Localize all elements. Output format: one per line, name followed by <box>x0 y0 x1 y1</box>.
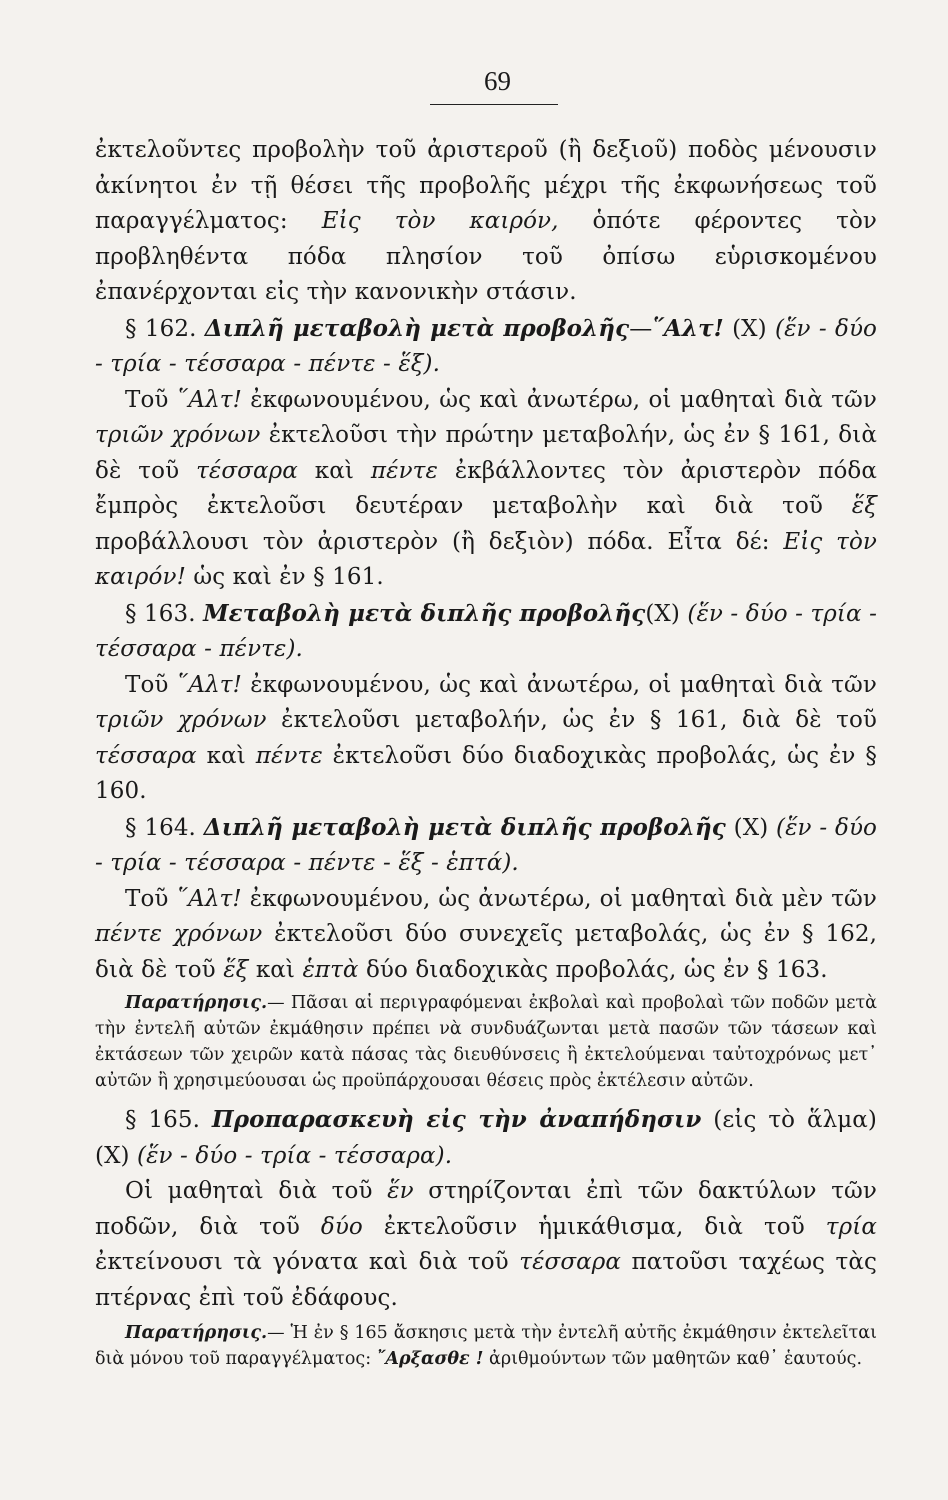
note-label: Παρατήρησις. <box>125 1323 268 1343</box>
text-run: ὡς καὶ ἐν § 161. <box>185 564 384 590</box>
x-mark: (X) <box>95 1142 130 1169</box>
page-body <box>95 133 877 1380</box>
counts: (ἕν - δύο - τρία - τέσσαρα - πέντε - ἕξ). <box>95 315 877 377</box>
text-run: ἐκβάλλοντες τὸν ἀριστερὸν πόδα ἔμπρὸς ἐκτελοῦσι δευτέραν μεταβολὴν καὶ διὰ τοῦ <box>95 457 877 519</box>
command: ῞Αλτ! <box>652 314 724 342</box>
command-italic: Εἰς τὸν καιρόν! <box>95 528 877 590</box>
text-run: Τοῦ <box>125 386 177 413</box>
command-italic: ῞Αλτ! <box>176 885 242 912</box>
note-observation-1 <box>95 990 877 1094</box>
note-text: ἀριθμούντων τῶν μαθητῶν καθ᾽ ἑαυτούς. <box>483 1349 863 1369</box>
text-run: πατοῦσι ταχέως τὰς πτέρνας ἐπὶ τοῦ ἐδάφους. <box>95 1249 877 1311</box>
count-italic: τριῶν χρόνων <box>95 422 261 448</box>
section-163-heading <box>95 596 877 668</box>
paragraph-continuation <box>95 133 877 311</box>
section-162-heading <box>95 311 877 383</box>
section-164-heading <box>95 810 877 882</box>
count-italic: δύο <box>320 1213 363 1240</box>
page-number: 69 <box>484 66 511 96</box>
paren-note: (εἰς τὸ ἅλμα) <box>713 1107 877 1133</box>
dash: — <box>629 315 653 342</box>
text-run: στηρίζονται ἐπὶ τῶν δακτύλων τῶν ποδῶν, διὰ τοῦ <box>95 1178 877 1240</box>
count-italic: τέσσαρα <box>95 742 197 769</box>
count-italic: ἑπτὰ <box>302 956 359 983</box>
note-label: Παρατήρησις. <box>125 993 268 1013</box>
header-rule <box>430 104 558 105</box>
counts: (ἕν - δύο - τρία - τέσσαρα - πέντε - ἕξ - ἑπτά). <box>95 814 877 876</box>
note-text: — Ἡ ἐν § 165 ἄσκησις μετὰ τὴν ἐντελῆ αὐτῆς ἐκμάθησιν ἐκτελεῖται διὰ μόνου τοῦ παραγγέλματος: <box>95 1323 877 1369</box>
text-run: ἐκτελοῦντες προβολὴν τοῦ ἀριστεροῦ (ἢ δεξιοῦ) ποδὸς μένουσιν ἀκίνητοι ἐν τῇ θέσει τῆς προβολῆς μέχρι τῆς ἐκφωνήσεως τοῦ παραγγέλματος: <box>95 137 877 234</box>
section-title: Διπλῆ μεταβολὴ μετὰ προβολῆς <box>204 314 630 342</box>
note-text: — Πᾶσαι αἱ περιγραφόμεναι ἐκβολαὶ καὶ προβολαὶ τῶν ποδῶν μετὰ τὴν ἐντελῆ αὐτῶν ἐκμάθησιν πρέπει νὰ συνδυάζωνται μετὰ πασῶν τῶν τάσεων καὶ ἐκτάσεων τῶν χειρῶν κατὰ πάσας τὰς διευθύνσεις ἢ ἐκτελούμεναι ταὐτοχρόνως μετ᾽ αὐτῶν ἢ χρησιμεύουσαι ὡς προϋπάρχουσαι θέσεις πρὸς ἐκτέλεσιν αὐτῶν. <box>95 993 877 1091</box>
section-165-body <box>95 1174 877 1316</box>
text-run: ἐκτελοῦσι δύο διαδοχικὰς προβολάς, ὡς ἐν § 160. <box>95 742 877 804</box>
command-italic: ῞Αλτ! <box>176 671 242 698</box>
text-run: ἐκφωνουμένου, ὡς καὶ ἀνωτέρω, οἱ μαθηταὶ διὰ τῶν <box>241 386 877 413</box>
text-run: ἐκτελοῦσιν ἡμικάθισμα, διὰ τοῦ <box>362 1213 826 1240</box>
count-italic: τέσσαρα <box>196 457 298 484</box>
count-italic: ἕξ <box>851 493 877 519</box>
text-run: Τοῦ <box>125 885 177 912</box>
text-run: ὁπότε φέροντες τὸν προβληθέντα πόδα πλησίον τοῦ ὀπίσω εὑρισκομένου ἐπανέρχονται εἰς τὴν κανονικὴν στάσιν. <box>95 208 877 305</box>
section-164-body <box>95 882 877 989</box>
text-run: ἐκτελοῦσι μεταβολήν, ὡς ἐν § 161, διὰ δὲ τοῦ <box>266 707 877 733</box>
count-italic: πέντε <box>255 742 323 769</box>
count-italic: ἕν <box>387 1178 414 1204</box>
text-run: καὶ <box>248 956 303 983</box>
count-italic: πέντε <box>370 457 438 484</box>
section-number: § 165. <box>125 1107 201 1133</box>
count-italic: πέντε χρόνων <box>95 921 263 947</box>
command: ῎Αρξασθε ! <box>376 1349 484 1369</box>
section-number: § 164. <box>125 814 196 841</box>
section-number: § 162. <box>125 315 197 342</box>
x-mark: (X) <box>732 315 767 342</box>
command-italic: ῞Αλτ! <box>176 386 242 413</box>
x-mark: (X) <box>645 600 680 627</box>
count-italic: ἕξ <box>223 956 249 983</box>
text-run: ἐκτελοῦσι τὴν πρώτην μεταβολήν, ὡς ἐν § 161, διὰ δὲ τοῦ <box>95 422 877 484</box>
count-italic: τρία <box>825 1213 877 1240</box>
text-run: προβάλλουσι τὸν ἀριστερὸν (ἢ δεξιὸν) πόδα. Εἶτα δέ: <box>95 528 784 555</box>
note-observation-2 <box>95 1320 877 1372</box>
section-title: Μεταβολὴ μετὰ διπλῆς προβολῆς <box>203 599 646 627</box>
text-run: ἐκτελοῦσι δύο συνεχεῖς μεταβολάς, ὡς ἐν § 162, διὰ δὲ τοῦ <box>95 921 877 983</box>
count-italic: τέσσαρα <box>519 1249 622 1275</box>
text-run: ἐκφωνουμένου, ὡς ἀνωτέρω, οἱ μαθηταὶ διὰ μὲν τῶν <box>241 885 877 912</box>
text-run: Οἱ μαθηταὶ διὰ τοῦ <box>125 1178 388 1204</box>
command-italic: Εἰς τὸν καιρόν, <box>321 208 559 234</box>
x-mark: (X) <box>733 814 769 841</box>
section-title: Διπλῆ μεταβολὴ μετὰ διπλῆς προβολῆς <box>203 813 726 841</box>
section-165-heading <box>95 1102 877 1174</box>
section-163-body <box>95 668 877 810</box>
section-title: Προπαρασκευὴ εἰς τὴν ἀναπήδησιν <box>211 1106 702 1133</box>
count-italic: τριῶν χρόνων <box>95 707 267 733</box>
text-run: Τοῦ <box>125 671 177 698</box>
section-number: § 163. <box>125 600 196 627</box>
counts: (ἕν - δύο - τρία - τέσσαρα). <box>137 1142 453 1169</box>
text-run: ἐκφωνουμένου, ὡς καὶ ἀνωτέρω, οἱ μαθηταὶ διὰ τῶν <box>241 671 877 698</box>
counts: (ἕν - δύο - τρία - τέσσαρα - πέντε). <box>95 600 877 662</box>
text-run: δύο διαδοχικὰς προβολάς, ὡς ἐν § 163. <box>358 956 828 983</box>
text-run: καὶ <box>196 742 256 769</box>
text-run: καὶ <box>297 457 371 484</box>
section-162-body <box>95 383 877 596</box>
text-run: ἐκτείνουσι τὰ γόνατα καὶ διὰ τοῦ <box>95 1249 520 1275</box>
